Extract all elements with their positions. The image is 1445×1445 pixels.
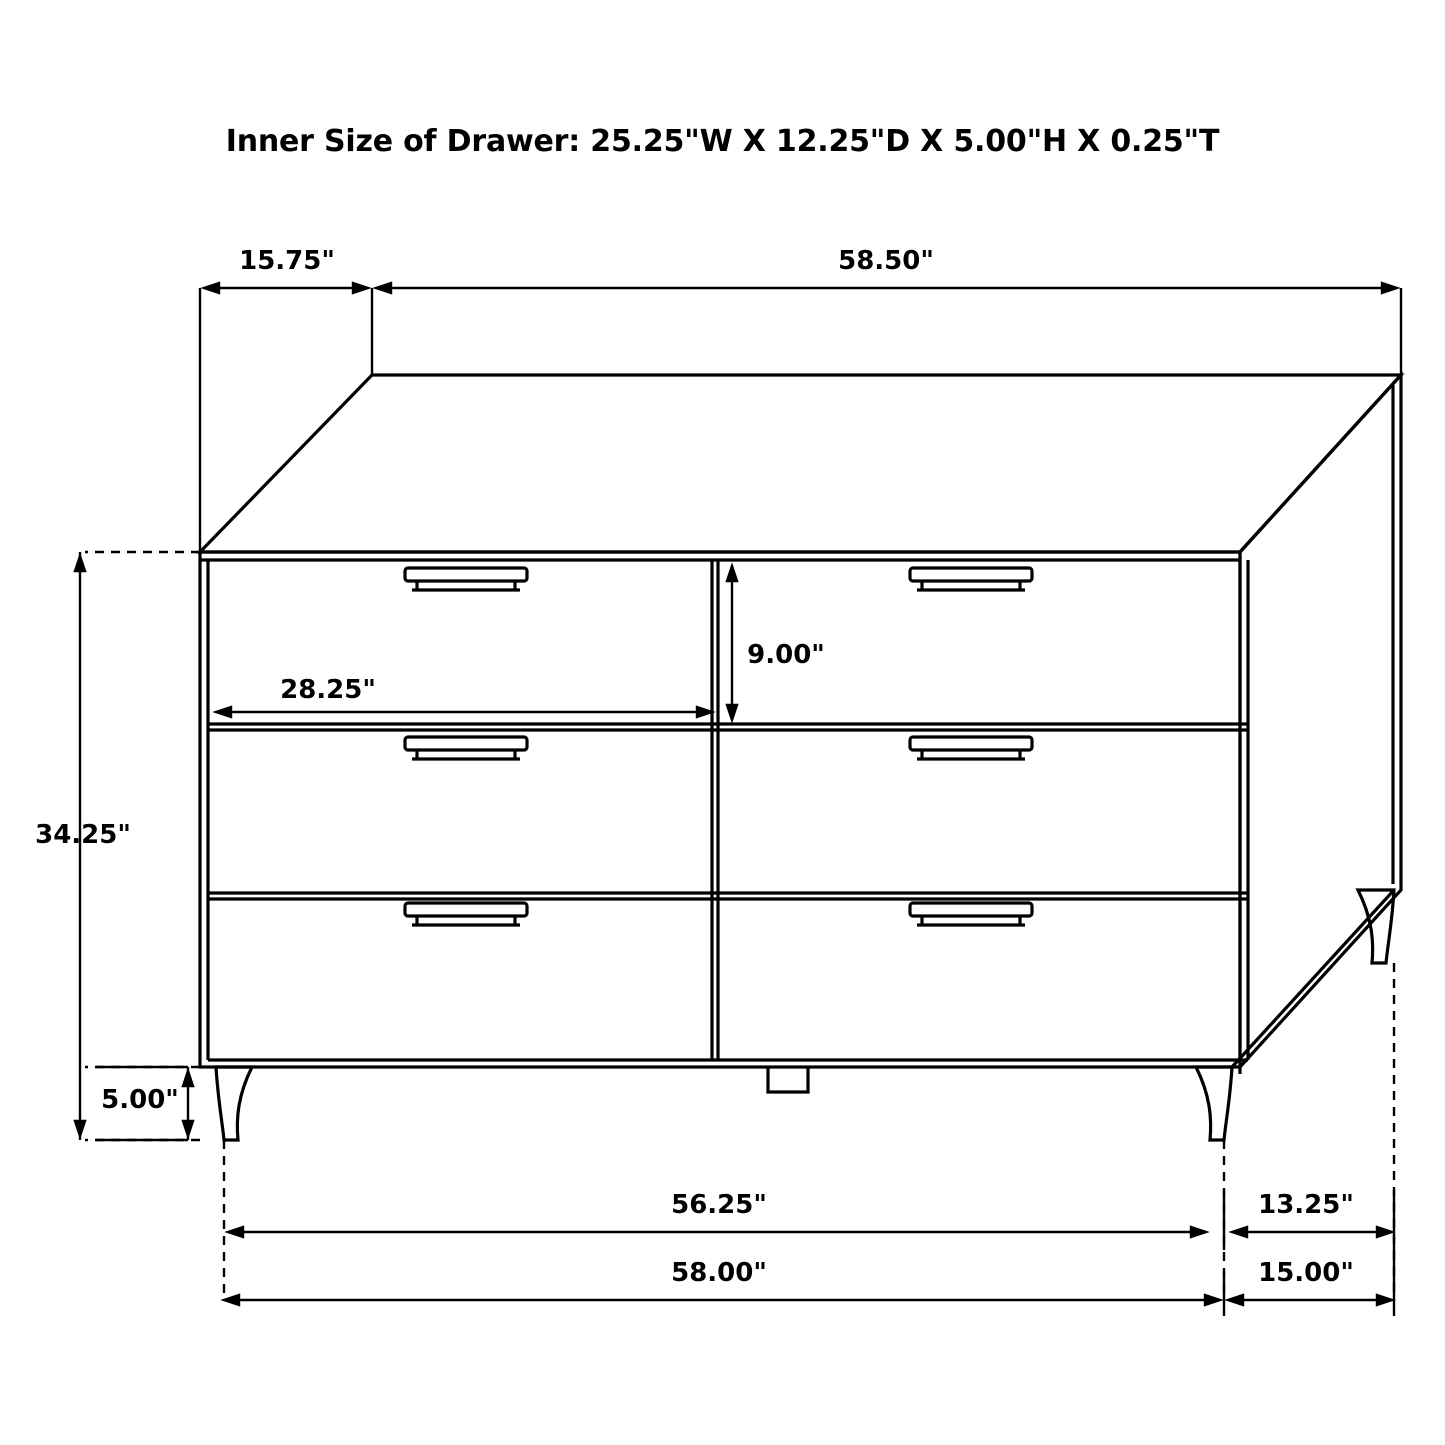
- arrow-base-outer-depth-left: [1228, 1295, 1243, 1305]
- extension-dashed-lines: [85, 552, 1394, 1300]
- arrow-depth-right: [353, 283, 368, 293]
- leg-front-left: [216, 1067, 252, 1140]
- arrow-depth-left: [204, 283, 219, 293]
- page-title: Inner Size of Drawer: 25.25"W X 12.25"D X 5.00"H X 0.25"T: [225, 124, 1220, 159]
- arrow-drawer-height-bottom: [727, 705, 737, 720]
- arrow-width-right: [1382, 283, 1397, 293]
- arrow-base-depth-left: [1232, 1227, 1247, 1237]
- dim-label-base-outer-width: 58.00": [671, 1258, 767, 1288]
- dim-label-drawer-width: 28.25": [280, 675, 376, 705]
- arrow-base-depth-right: [1377, 1227, 1392, 1237]
- drawer-handle-left-middle: [405, 737, 527, 759]
- dimension-lines: [75, 283, 1401, 1316]
- dim-label-width-top: 58.50": [838, 246, 934, 276]
- arrow-body-height-bottom: [75, 1121, 85, 1136]
- drawer-handle-right-middle: [910, 737, 1032, 759]
- arrow-drawer-height-top: [727, 566, 737, 581]
- dim-label-depth-top: 15.75": [239, 246, 335, 276]
- dim-label-drawer-height: 9.00": [747, 640, 825, 670]
- dim-label-body-height: 34.25": [35, 820, 131, 850]
- arrow-drawer-width-right: [697, 707, 712, 717]
- arrow-body-height-top: [75, 556, 85, 571]
- cabinet-front-face: [200, 552, 1240, 1067]
- leg-front-right: [1196, 1067, 1232, 1140]
- dim-label-base-inner-depth: 13.25": [1258, 1190, 1354, 1220]
- arrow-drawer-width-left: [216, 707, 231, 717]
- leg-base-right-connector: [1232, 890, 1394, 1067]
- center-support-tab: [768, 1067, 808, 1092]
- cabinet-top-surface: [200, 375, 1401, 552]
- arrow-leg-height-top: [183, 1071, 193, 1086]
- dim-label-base-outer-depth: 15.00": [1258, 1258, 1354, 1288]
- arrow-base-outer-right: [1205, 1295, 1220, 1305]
- drawer-handle-right-bottom: [910, 903, 1032, 925]
- dim-label-base-inner-width: 56.25": [671, 1190, 767, 1220]
- arrow-leg-height-bottom: [183, 1121, 193, 1136]
- dim-label-leg-height: 5.00": [101, 1085, 179, 1115]
- leg-rear-right: [1358, 890, 1394, 963]
- arrow-base-outer-depth-right: [1377, 1295, 1392, 1305]
- drawer-handle-right-top: [910, 568, 1032, 590]
- drawer-handle-left-bottom: [405, 903, 527, 925]
- arrow-base-inner-left: [228, 1227, 243, 1237]
- arrow-base-inner-right: [1191, 1227, 1206, 1237]
- arrow-width-left: [376, 283, 391, 293]
- drawer-handle-left-top: [405, 568, 527, 590]
- arrow-base-outer-left: [224, 1295, 239, 1305]
